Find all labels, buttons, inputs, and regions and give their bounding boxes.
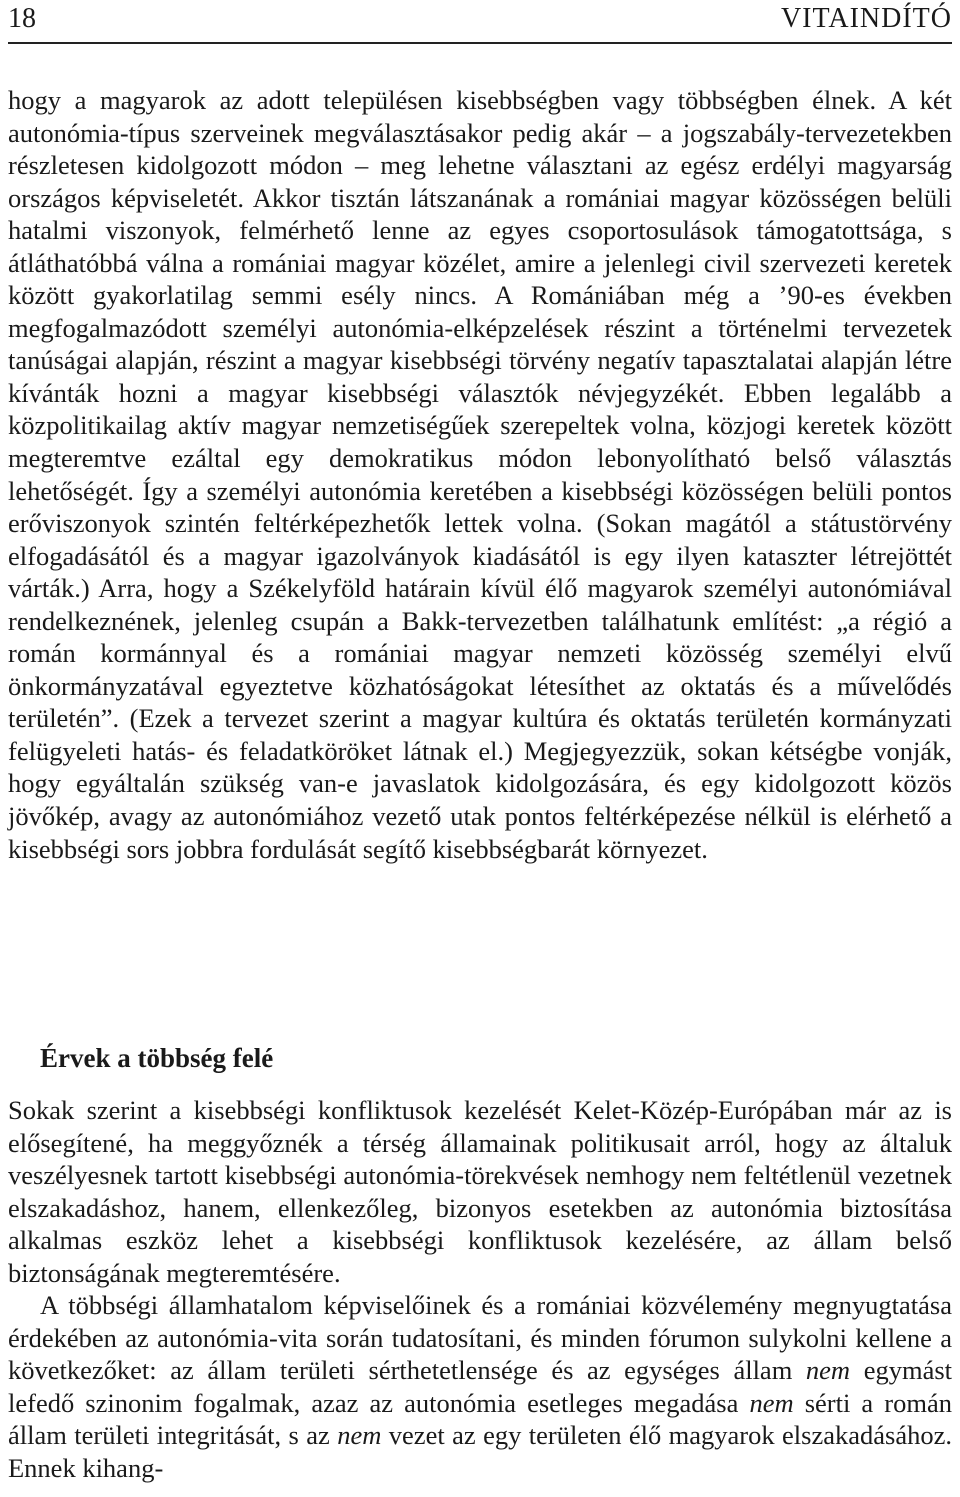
running-header xyxy=(8,0,952,44)
body-text-block-1 xyxy=(8,84,952,865)
section-heading: Érvek a többség felé xyxy=(40,1043,274,1073)
emphasis-nem: nem xyxy=(805,1355,851,1386)
body-text-block-2 xyxy=(8,1094,952,1485)
text-segment: egymást lefedő szinonim fogalmak, azaz az autonómia esetleges megadása xyxy=(8,1355,953,1418)
emphasis-nem: nem xyxy=(337,1420,382,1451)
text-segment: A többségi államhatalom képviselőinek és a romániai közvélemény megnyugtatása érdekében az autonómia-vita során tudatosítani, és minden fórumon sulykolni kellene a következőket: az állam területi sérthetetlensége és az egységes állam xyxy=(8,1290,952,1386)
paragraph: Sokak szerint a kisebbségi konfliktusok kezelését Kelet-Közép-Európában már az is elősegítené, ha meggyőznék a térség államainak politikusait arról, hogy az általuk veszélyesnek tartott kisebbségi autonómia-törekvések nemhogy nem feltétlenül vezetnek elszakadáshoz, hanem, ellenkezőleg, bizonyos esetekben az autonómia biztosítása alkalmas eszköz lehet a kisebbségi konfliktusok kezelésére, az állam belső biztonságának megteremtésére. xyxy=(8,1095,952,1288)
paragraph-indented xyxy=(8,1289,952,1484)
paragraph-continuation: hogy a magyarok az adott településen kisebbségben vagy többségben élnek. A két autonómia-típus szerveinek megválasztásakor pedig akár – a jogszabály-tervezetekben részletesen kidolgozott módon – meg lehetne választani az egész erdélyi magyarság országos képviseletét. Akkor tisztán látszanának a romániai magyar közösségen belüli hatalmi viszonyok, felmérhető lenne az egyes csoportosulások támogatottsága, s átláthatóbbá válna a romániai magyar közélet, amire a jelenlegi civil szervezeti keretek között gyakorlatilag semmi esély nincs. A Romániában még a ’90-es években megfogalmazódott személyi autonómia-elképzelések részint a történelmi tervezetek tanúságai alapján, részint a magyar kisebbségi törvény negatív tapasztalatai alapján létre kívánták hozni a magyar kisebbségi választók névjegyzékét. Ebben legalább a közpolitikailag aktív magyar nemzetiségűek szerepeltek volna, közjogi keretek között megteremtve ezáltal egy demokratikus módon lebonyolítható belső választás lehetőségét. Így a személyi autonómia keretében a kisebbségi közösségen belüli pontos erőviszonyok szintén feltérképezhetők lettek volna. (Sokan magától a státustörvény elfogadásától és a magyar igazolványok kiadásától is egy ilyen kataszter létrejöttét várták.) Arra, hogy a Székelyföld határain kívül élő magyarok személyi autonómiával rendelkeznének, jelenleg csupán a Bakk-tervezetben találhatunk említést: „a régió a román kormánnyal és a romániai magyar nemzeti közösség személyi elvű önkormányzatával egyeztetve közhatóságokat létesíthet az oktatás és a művelődés területén”. (Ezek a tervezet szerint a magyar kultúra és oktatás területén kormányzati felügyeleti hatás- és feladatköröket látnak el.) Megjegyezzük, sokan kétségbe vonják, hogy egyáltalán szükség van-e javaslatok kidolgozására, és egy kidolgozott közös jövőkép, avagy az autonómiához vezető utak pontos feltérképezése nélkül is elérhető a kisebbségi sors jobbra fordulását segítő kisebbségbarát környezet. xyxy=(8,85,952,864)
emphasis-nem: nem xyxy=(749,1387,794,1418)
running-title: VITAINDÍTÓ xyxy=(780,3,952,34)
text-segment: vezet az egy területen élő magyarok elszakadásához. Ennek kihang- xyxy=(8,1420,952,1484)
text-segment: sérti a román állam területi integritását, s az xyxy=(8,1387,952,1451)
page-number: 18 xyxy=(8,3,36,34)
